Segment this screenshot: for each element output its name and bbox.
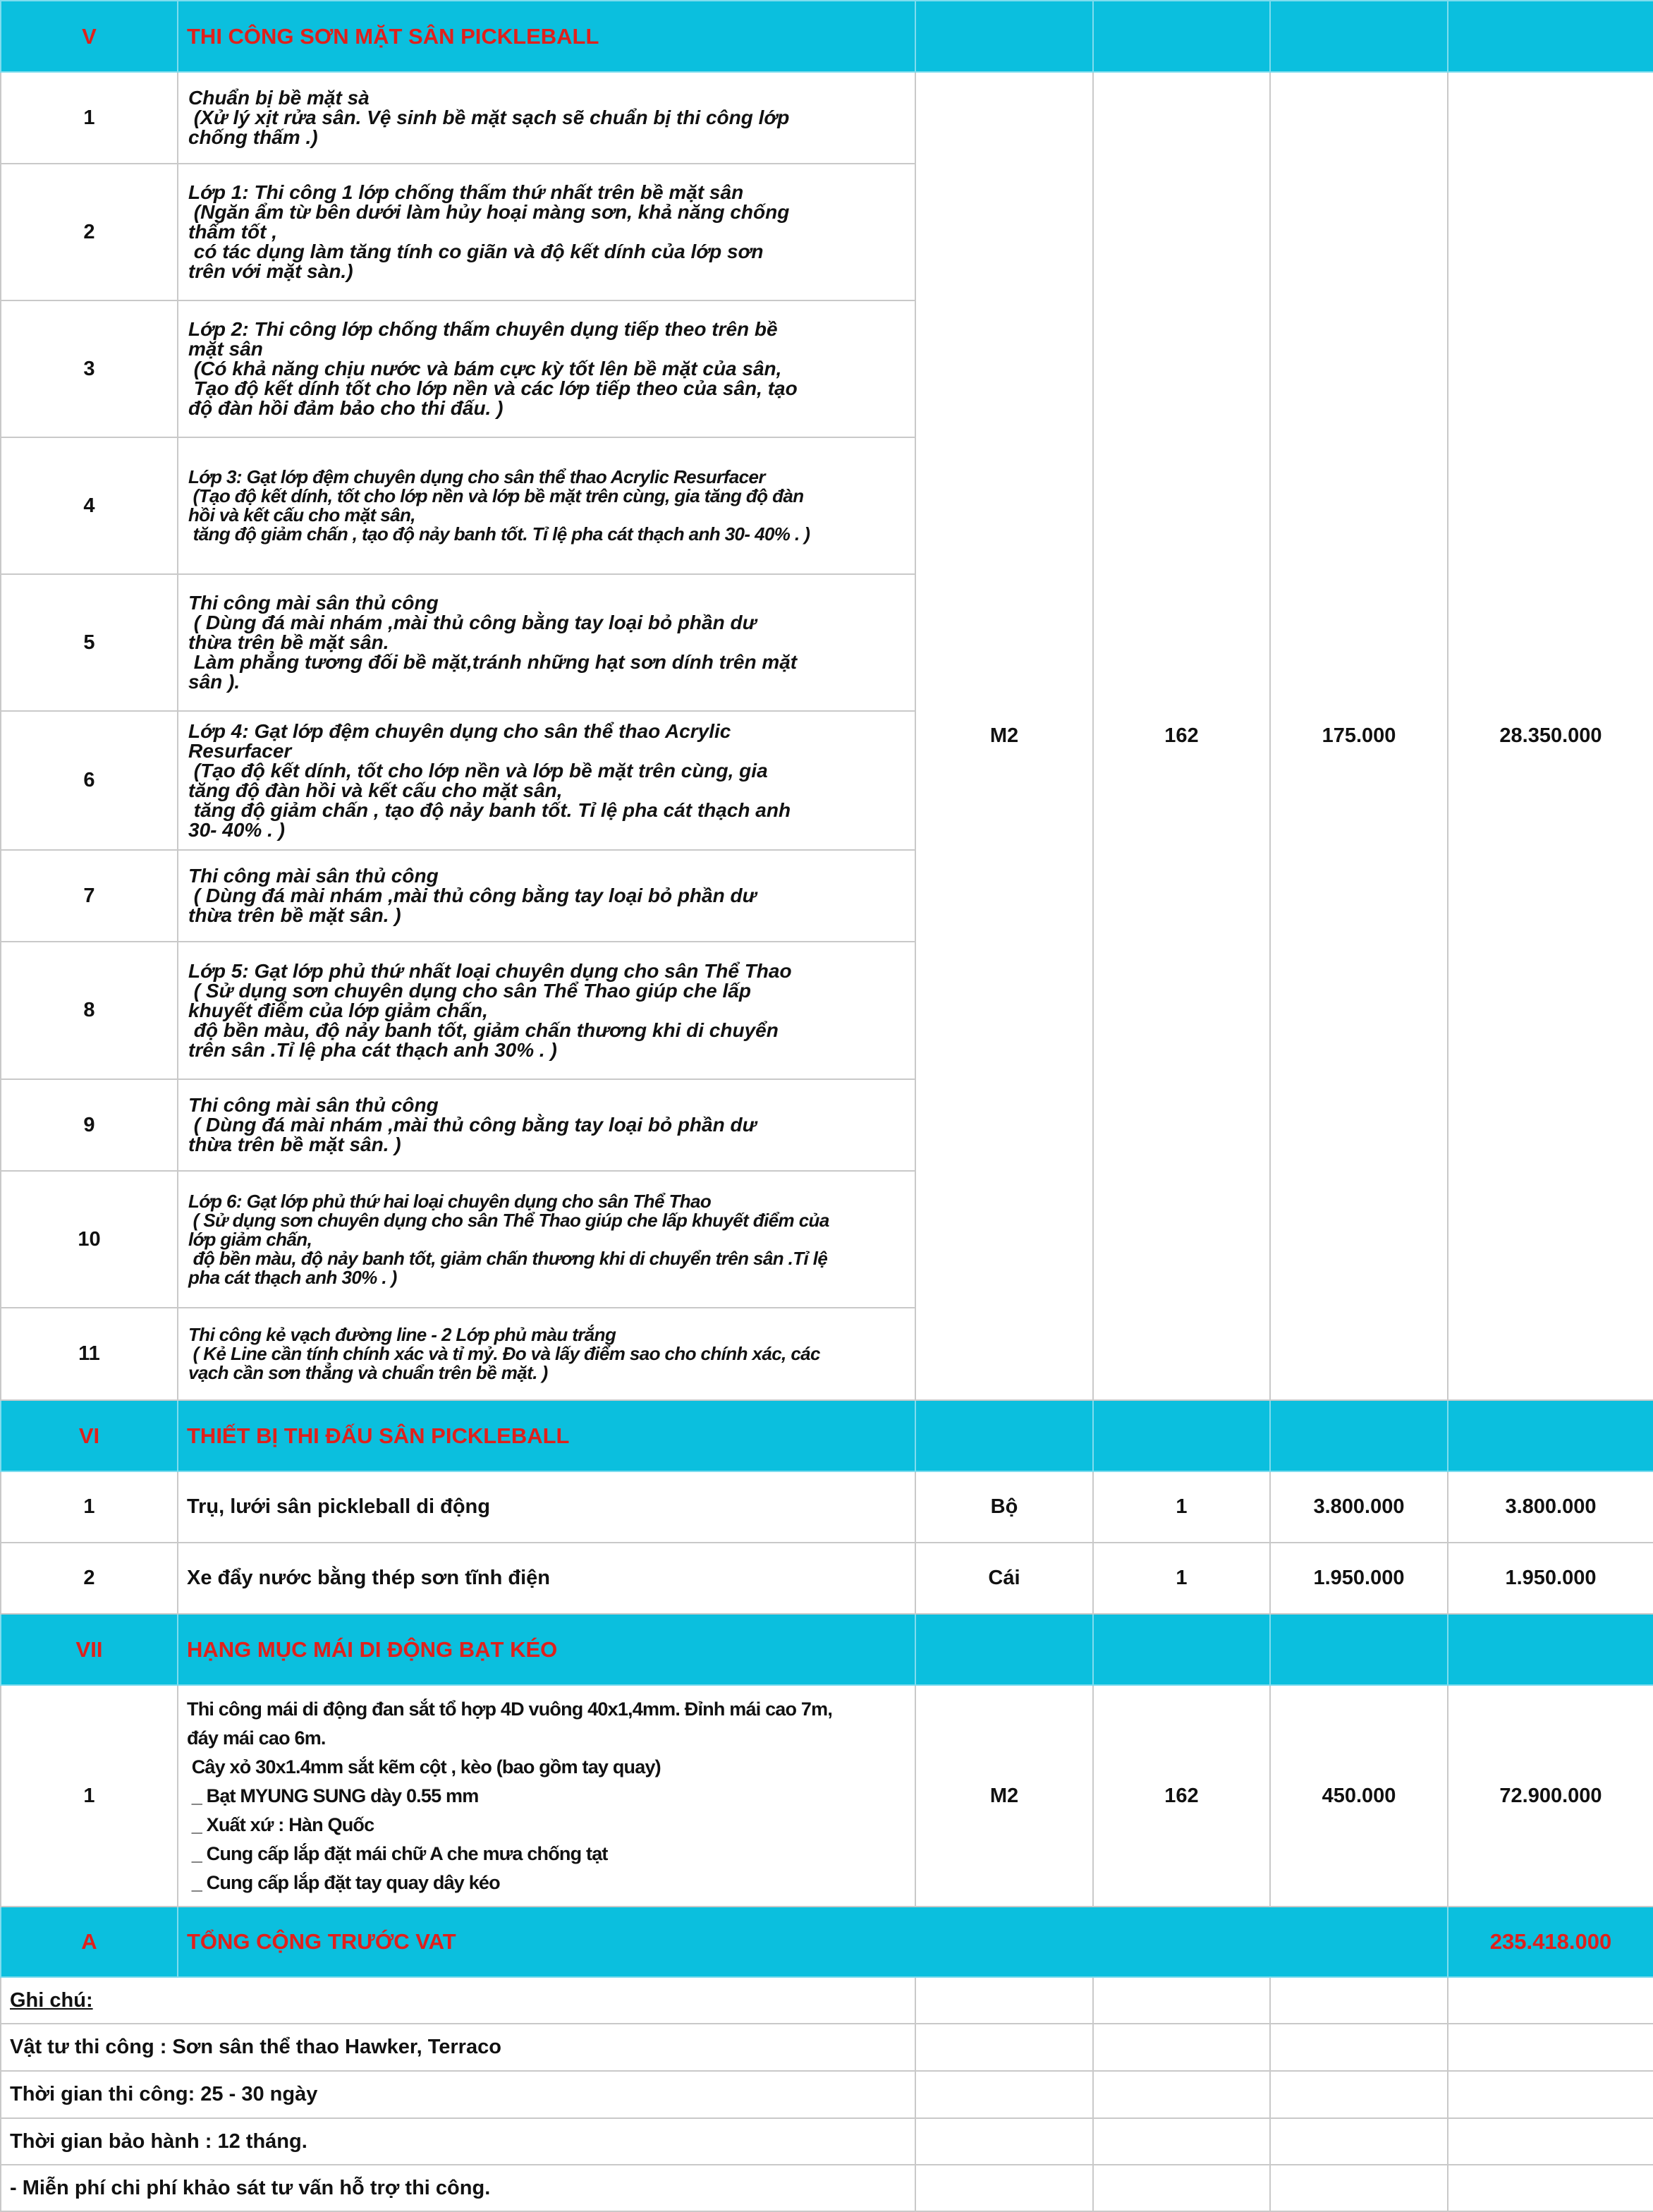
section-vi-header [1, 1400, 1653, 1471]
row-description: Lớp 1: Thi công 1 lớp chống thấm thứ nhất trên bề mặt sân (Ngăn ẩm từ bên dưới làm hủy hoại màng sơn, khả năng chống thấm tốt , có tác dụng làm tăng tính co giãn và độ kết dính của lớp sơn trên với mặt sàn.) [178, 164, 915, 300]
unit-cell: Bộ [915, 1471, 1093, 1543]
section-number: VII [1, 1614, 178, 1685]
row-number: 2 [1, 1543, 178, 1614]
quantity-cell: 1 [1093, 1471, 1270, 1543]
row-description: Thi công mài sân thủ công ( Dùng đá mài nhám ,mài thủ công bằng tay loại bỏ phần dư thừa trên bề mặt sân. ) [178, 1079, 915, 1171]
row-number: 6 [1, 711, 178, 850]
note-row [1, 2071, 1653, 2118]
row-number: 9 [1, 1079, 178, 1171]
amount-cell: 72.900.000 [1448, 1685, 1653, 1907]
note-row [1, 2165, 1653, 2211]
unit-price-cell: 3.800.000 [1270, 1471, 1448, 1543]
row-description: Chuẩn bị bề mặt sà (Xử lý xịt rửa sân. Vệ sinh bề mặt sạch sẽ chuẩn bị thi công lớp chống thấm .) [178, 72, 915, 164]
quantity-cell: 162 [1093, 72, 1270, 1400]
section-title: HẠNG MỤC MÁI DI ĐỘNG BẠT KÉO [178, 1614, 915, 1685]
note-line: - Miễn phí chi phí khảo sát tư vấn hỗ trợ thi công. [1, 2165, 915, 2211]
row-number: 3 [1, 300, 178, 437]
row-number: 2 [1, 164, 178, 300]
table-row [1, 1471, 1653, 1543]
row-description: Lớp 4: Gạt lớp đệm chuyên dụng cho sân thể thao Acrylic Resurfacer (Tạo độ kết dính, tốt cho lớp nền và lớp bề mặt trên cùng, gia tăng độ đàn hồi và kết cấu cho mặt sân, tăng độ giảm chấn , tạo độ nảy banh tốt. Tỉ lệ pha cát thạch anh 30- 40% . ) [178, 711, 915, 850]
total-row [1, 1907, 1653, 1977]
row-number: 5 [1, 574, 178, 711]
total-label: TỔNG CỘNG TRƯỚC VAT [178, 1907, 1448, 1977]
note-row [1, 2118, 1653, 2165]
unit-price-cell: 450.000 [1270, 1685, 1448, 1907]
table-row [1, 1685, 1653, 1907]
quantity-cell: 1 [1093, 1543, 1270, 1614]
row-description: Lớp 6: Gạt lớp phủ thứ hai loại chuyên dụng cho sân Thể Thao ( Sử dụng sơn chuyên dụng cho sân Thể Thao giúp che lấp khuyết điểm của lớp giảm chấn, độ bền màu, độ nảy banh tốt, giảm chấn thương khi di chuyển trên sân .Tỉ lệ pha cát thạch anh 30% . ) [178, 1171, 915, 1308]
amount-cell: 1.950.000 [1448, 1543, 1653, 1614]
quantity-cell: 162 [1093, 1685, 1270, 1907]
row-description: Thi công mài sân thủ công ( Dùng đá mài nhám ,mài thủ công bằng tay loại bỏ phần dư thừa trên bề mặt sân. Làm phẳng tương đối bề mặt,tránh những hạt sơn dính trên mặt sân ). [178, 574, 915, 711]
note-line: Vật tư thi công : Sơn sân thể thao Hawker, Terraco [1, 2024, 915, 2071]
row-description: Lớp 2: Thi công lớp chống thấm chuyên dụng tiếp theo trên bề mặt sân (Có khả năng chịu nước và bám cực kỳ tốt lên bề mặt của sân, Tạo độ kết dính tốt cho lớp nền và các lớp tiếp theo của sân, tạo độ đàn hồi đảm bảo cho thi đấu. ) [178, 300, 915, 437]
row-number: 4 [1, 437, 178, 574]
section-title: THI CÔNG SƠN MẶT SÂN PICKLEBALL [178, 1, 915, 72]
row-description: Xe đẩy nước bằng thép sơn tĩnh điện [178, 1543, 915, 1614]
unit-price-cell: 1.950.000 [1270, 1543, 1448, 1614]
section-v-header [1, 1, 1653, 72]
row-description: Lớp 3: Gạt lớp đệm chuyên dụng cho sân thể thao Acrylic Resurfacer (Tạo độ kết dính, tốt cho lớp nền và lớp bề mặt trên cùng, gia tăng độ đàn hồi và kết cấu cho mặt sân, tăng độ giảm chấn , tạo độ nảy banh tốt. Tỉ lệ pha cát thạch anh 30- 40% . ) [178, 437, 915, 574]
notes-heading: Ghi chú: [1, 1977, 915, 2024]
row-number: 1 [1, 1471, 178, 1543]
notes-heading-row [1, 1977, 1653, 2024]
row-number: 1 [1, 72, 178, 164]
section-number: VI [1, 1400, 178, 1471]
row-number: 7 [1, 850, 178, 942]
unit-cell: M2 [915, 1685, 1093, 1907]
table-row [1, 1543, 1653, 1614]
note-row [1, 2024, 1653, 2071]
row-description: Thi công kẻ vạch đường line - 2 Lớp phủ màu trắng ( Kẻ Line cần tính chính xác và tỉ mỷ. Đo và lấy điểm sao cho chính xác, các vạch cần sơn thẳng và chuẩn trên bề mặt. ) [178, 1308, 915, 1400]
total-amount: 235.418.000 [1448, 1907, 1653, 1977]
section-number: V [1, 1, 178, 72]
section-vii-header [1, 1614, 1653, 1685]
section-title: THIẾT BỊ THI ĐẤU SÂN PICKLEBALL [178, 1400, 915, 1471]
row-number: 10 [1, 1171, 178, 1308]
unit-cell: M2 [915, 72, 1093, 1400]
row-number: 1 [1, 1685, 178, 1907]
row-number: 11 [1, 1308, 178, 1400]
note-line: Thời gian bảo hành : 12 tháng. [1, 2118, 915, 2165]
unit-cell: Cái [915, 1543, 1093, 1614]
row-description: Lớp 5: Gạt lớp phủ thứ nhất loại chuyên dụng cho sân Thể Thao ( Sử dụng sơn chuyên dụng cho sân Thể Thao giúp che lấp khuyết điểm của lớp giảm chấn, độ bền màu, độ nảy banh tốt, giảm chấn thương khi di chuyển trên sân .Tỉ lệ pha cát thạch anh 30% . ) [178, 942, 915, 1079]
row-description: Thi công mài sân thủ công ( Dùng đá mài nhám ,mài thủ công bằng tay loại bỏ phần dư thừa trên bề mặt sân. ) [178, 850, 915, 942]
note-line: Thời gian thi công: 25 - 30 ngày [1, 2071, 915, 2118]
amount-cell: 3.800.000 [1448, 1471, 1653, 1543]
row-description: Trụ, lưới sân pickleball di động [178, 1471, 915, 1543]
row-description: Thi công mái di động đan sắt tổ hợp 4D vuông 40x1,4mm. Đỉnh mái cao 7m, đáy mái cao 6m. Cây xỏ 30x1.4mm sắt kẽm cột , kèo (bao gồm tay quay) _ Bạt MYUNG SUNG dày 0.55 mm _ Xuất xứ : Hàn Quốc _ Cung cấp lắp đặt mái chữ A che mưa chống tạt _ Cung cấp lắp đặt tay quay dây kéo [178, 1685, 915, 1907]
total-label-code: A [1, 1907, 178, 1977]
unit-price-cell: 175.000 [1270, 72, 1448, 1400]
amount-cell: 28.350.000 [1448, 72, 1653, 1400]
row-number: 8 [1, 942, 178, 1079]
table-row [1, 72, 1653, 164]
